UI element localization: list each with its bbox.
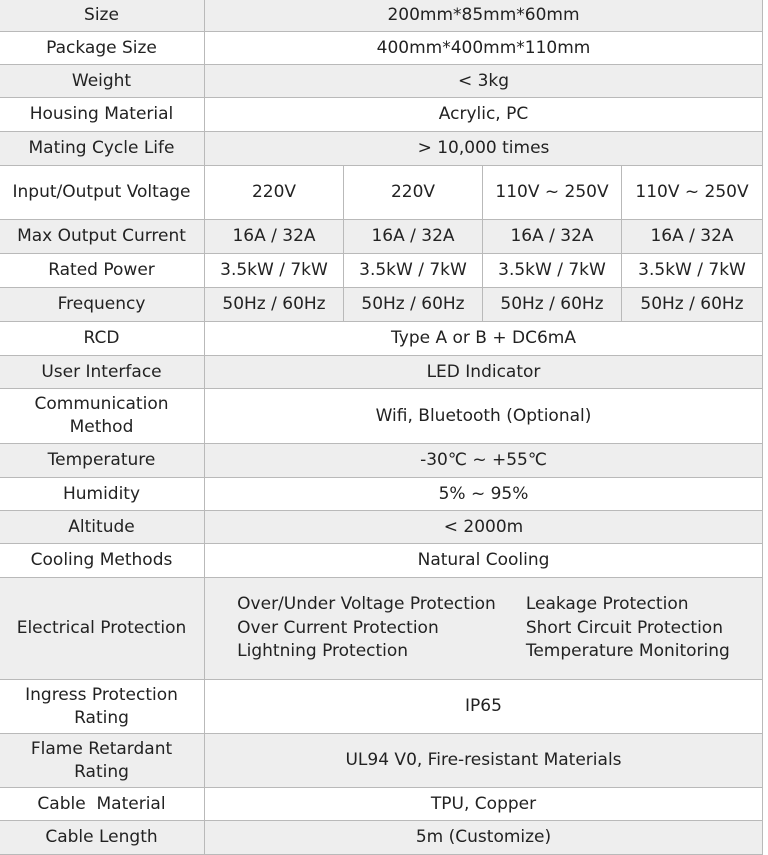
row-value: 50Hz / 60Hz xyxy=(622,288,763,322)
row-label: RCD xyxy=(0,322,205,356)
row-housing-material xyxy=(0,98,763,132)
row-label: User Interface xyxy=(0,356,205,389)
row-cable-material xyxy=(0,788,763,821)
row-humidity xyxy=(0,478,763,511)
row-value: < 2000m xyxy=(205,511,763,544)
row-label: Weight xyxy=(0,65,205,98)
protection-list xyxy=(209,593,758,664)
row-flame-retardant-rating xyxy=(0,734,763,788)
row-value: 3.5kW / 7kW xyxy=(205,254,344,288)
row-label: Mating Cycle Life xyxy=(0,132,205,166)
row-value: 16A / 32A xyxy=(344,220,483,254)
protection-item: Over/Under Voltage Protection xyxy=(237,594,496,615)
row-package-size xyxy=(0,32,763,65)
row-size xyxy=(0,0,763,32)
row-mating-cycle-life xyxy=(0,132,763,166)
row-value: -30℃ ~ +55℃ xyxy=(205,444,763,478)
row-label: Electrical Protection xyxy=(0,578,205,680)
row-value: > 10,000 times xyxy=(205,132,763,166)
row-value: 50Hz / 60Hz xyxy=(483,288,622,322)
row-value: 3.5kW / 7kW xyxy=(483,254,622,288)
row-temperature xyxy=(0,444,763,478)
row-cooling-methods xyxy=(0,544,763,578)
row-user-interface xyxy=(0,356,763,389)
protection-item: Temperature Monitoring xyxy=(525,641,730,662)
row-value: 110V ~ 250V xyxy=(622,166,763,220)
row-label: Flame Retardant Rating xyxy=(0,734,205,788)
row-label: Input/Output Voltage xyxy=(0,166,205,220)
row-label: Rated Power xyxy=(0,254,205,288)
row-label: Max Output Current xyxy=(0,220,205,254)
row-value: Type A or B + DC6mA xyxy=(205,322,763,356)
row-max-output-current xyxy=(0,220,763,254)
row-label: Cable Material xyxy=(0,788,205,821)
row-rcd xyxy=(0,322,763,356)
row-value: 16A / 32A xyxy=(622,220,763,254)
row-value xyxy=(205,578,763,680)
row-value: 50Hz / 60Hz xyxy=(205,288,344,322)
row-frequency xyxy=(0,288,763,322)
row-value: < 3kg xyxy=(205,65,763,98)
row-ingress-protection-rating xyxy=(0,680,763,734)
row-altitude xyxy=(0,511,763,544)
row-value: Wifi, Bluetooth (Optional) xyxy=(205,389,763,444)
row-cable-length xyxy=(0,821,763,855)
row-value: 220V xyxy=(344,166,483,220)
protection-item: Over Current Protection xyxy=(237,617,439,638)
row-communication-method xyxy=(0,389,763,444)
row-label: Humidity xyxy=(0,478,205,511)
row-value: 16A / 32A xyxy=(205,220,344,254)
row-label: Frequency xyxy=(0,288,205,322)
protection-item: Short Circuit Protection xyxy=(525,617,723,638)
row-value: IP65 xyxy=(205,680,763,734)
row-label: Package Size xyxy=(0,32,205,65)
row-label: Cable Length xyxy=(0,821,205,855)
row-value: 5m (Customize) xyxy=(205,821,763,855)
protection-column-right xyxy=(526,593,730,664)
row-value: 200mm*85mm*60mm xyxy=(205,0,763,32)
row-label: Altitude xyxy=(0,511,205,544)
row-value: Natural Cooling xyxy=(205,544,763,578)
row-value: UL94 V0, Fire-resistant Materials xyxy=(205,734,763,788)
row-rated-power xyxy=(0,254,763,288)
row-value: 400mm*400mm*110mm xyxy=(205,32,763,65)
row-value: 110V ~ 250V xyxy=(483,166,622,220)
row-value: Acrylic, PC xyxy=(205,98,763,132)
row-value: 3.5kW / 7kW xyxy=(622,254,763,288)
row-input-output-voltage xyxy=(0,166,763,220)
row-label: Communication Method xyxy=(0,389,205,444)
row-label: Ingress Protection Rating xyxy=(0,680,205,734)
row-electrical-protection xyxy=(0,578,763,680)
row-label: Cooling Methods xyxy=(0,544,205,578)
row-label: Housing Material xyxy=(0,98,205,132)
row-value: 16A / 32A xyxy=(483,220,622,254)
row-value: 5% ~ 95% xyxy=(205,478,763,511)
row-weight xyxy=(0,65,763,98)
row-value: 3.5kW / 7kW xyxy=(344,254,483,288)
row-value: TPU, Copper xyxy=(205,788,763,821)
row-label: Size xyxy=(0,0,205,32)
row-value: 50Hz / 60Hz xyxy=(344,288,483,322)
row-value: 220V xyxy=(205,166,344,220)
protection-item: Leakage Protection xyxy=(525,594,689,615)
protection-column-left xyxy=(237,593,496,664)
row-value: LED Indicator xyxy=(205,356,763,389)
protection-item: Lightning Protection xyxy=(237,641,409,662)
row-label: Temperature xyxy=(0,444,205,478)
